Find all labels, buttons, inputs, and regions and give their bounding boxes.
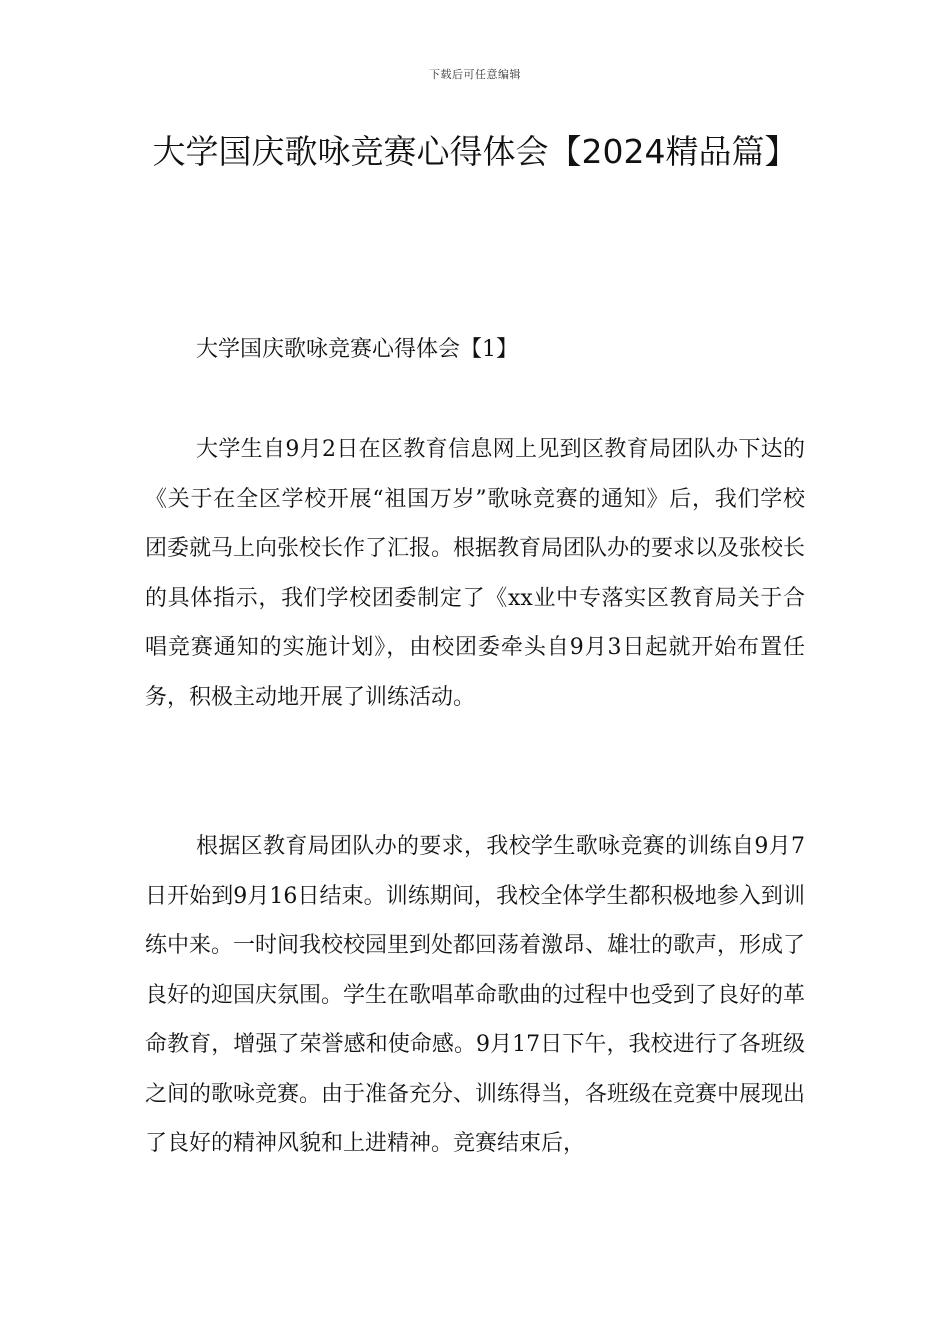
document-title: 大学国庆歌咏竞赛心得体会【2024精品篇】	[152, 132, 798, 171]
body-paragraph-2: 根据区教育局团队办的要求，我校学生歌咏竞赛的训练自9月7日开始到9月16日结束。训练期间，我校全体学生都积极地参入到训练中来。一时间我校校园里到处都回荡着激昂、雄壮的歌声，形成了良好的迎国庆氛围。学生在歌唱革命歌曲的过程中也受到了良好的革命教育，增强了荣誉感和使命感。9月17日下午，我校进行了各班级之间的歌咏竞赛。由于准备充分、训练得当，各班级在竞赛中展现出了良好的精神风貌和上进精神。竞赛结束后，	[145, 834, 806, 1156]
header-note: 下载后可任意编辑	[429, 68, 521, 81]
body-paragraph-1: 大学生自9月2日在区教育信息网上见到区教育局团队办下达的《关于在全区学校开展“祖国万岁”歌咏竞赛的通知》后，我们学校团委就马上向张校长作了汇报。根据教育局团队办的要求以及张校长的具体指示，我们学校团委制定了《xx业中专落实区教育局关于合唱竞赛通知的实施计划》，由校团委牵头自9月3日起就开始布置任务，积极主动地开展了训练活动。	[145, 437, 806, 710]
section-heading: 大学国庆歌咏竞赛心得体会【1】	[196, 337, 518, 362]
